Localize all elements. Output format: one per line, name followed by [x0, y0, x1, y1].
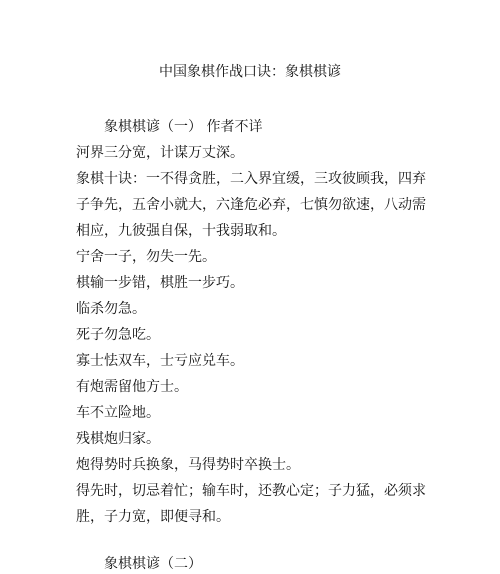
document-body: [76, 114, 426, 530]
text-line: 临杀勿急。: [76, 301, 146, 317]
document-title: 中国象棋作战口诀：象棋棋谚: [159, 64, 341, 80]
text-line: 死子勿急吃。: [76, 327, 160, 343]
text-line: 寡士怯双车，士亏应兑车。: [76, 353, 244, 369]
section-heading: 象棋棋谚（一） 作者不详: [104, 119, 263, 135]
text-line: 宁舍一子，勿失一先。: [76, 249, 216, 265]
text-line: 子争先，五舍小就大，六逢危必弃，七慎勿欲速，八动需: [76, 197, 426, 213]
text-line: 得先时，切忌着忙；输车时，还教心定；子力猛，必须求: [76, 483, 426, 499]
text-line: 炮得势时兵换象，马得势时卒换士。: [76, 457, 300, 473]
text-line: 残棋炮归家。: [76, 431, 160, 447]
next-section-heading: 象棋棋谚（二）: [104, 556, 202, 572]
text-line: 胜，子力宽，即便寻和。: [76, 509, 230, 525]
text-line: 车不立险地。: [76, 405, 160, 421]
text-line: 有炮需留他方士。: [76, 379, 188, 395]
text-line: 象棋十诀：一不得贪胜，二入界宜缓，三攻彼顾我，四弃: [76, 171, 426, 187]
text-line: 河界三分宽，计谋万丈深。: [76, 145, 244, 161]
text-line: 相应，九彼强自保，十我弱取和。: [76, 223, 286, 239]
text-line: 棋输一步错，棋胜一步巧。: [76, 275, 244, 291]
